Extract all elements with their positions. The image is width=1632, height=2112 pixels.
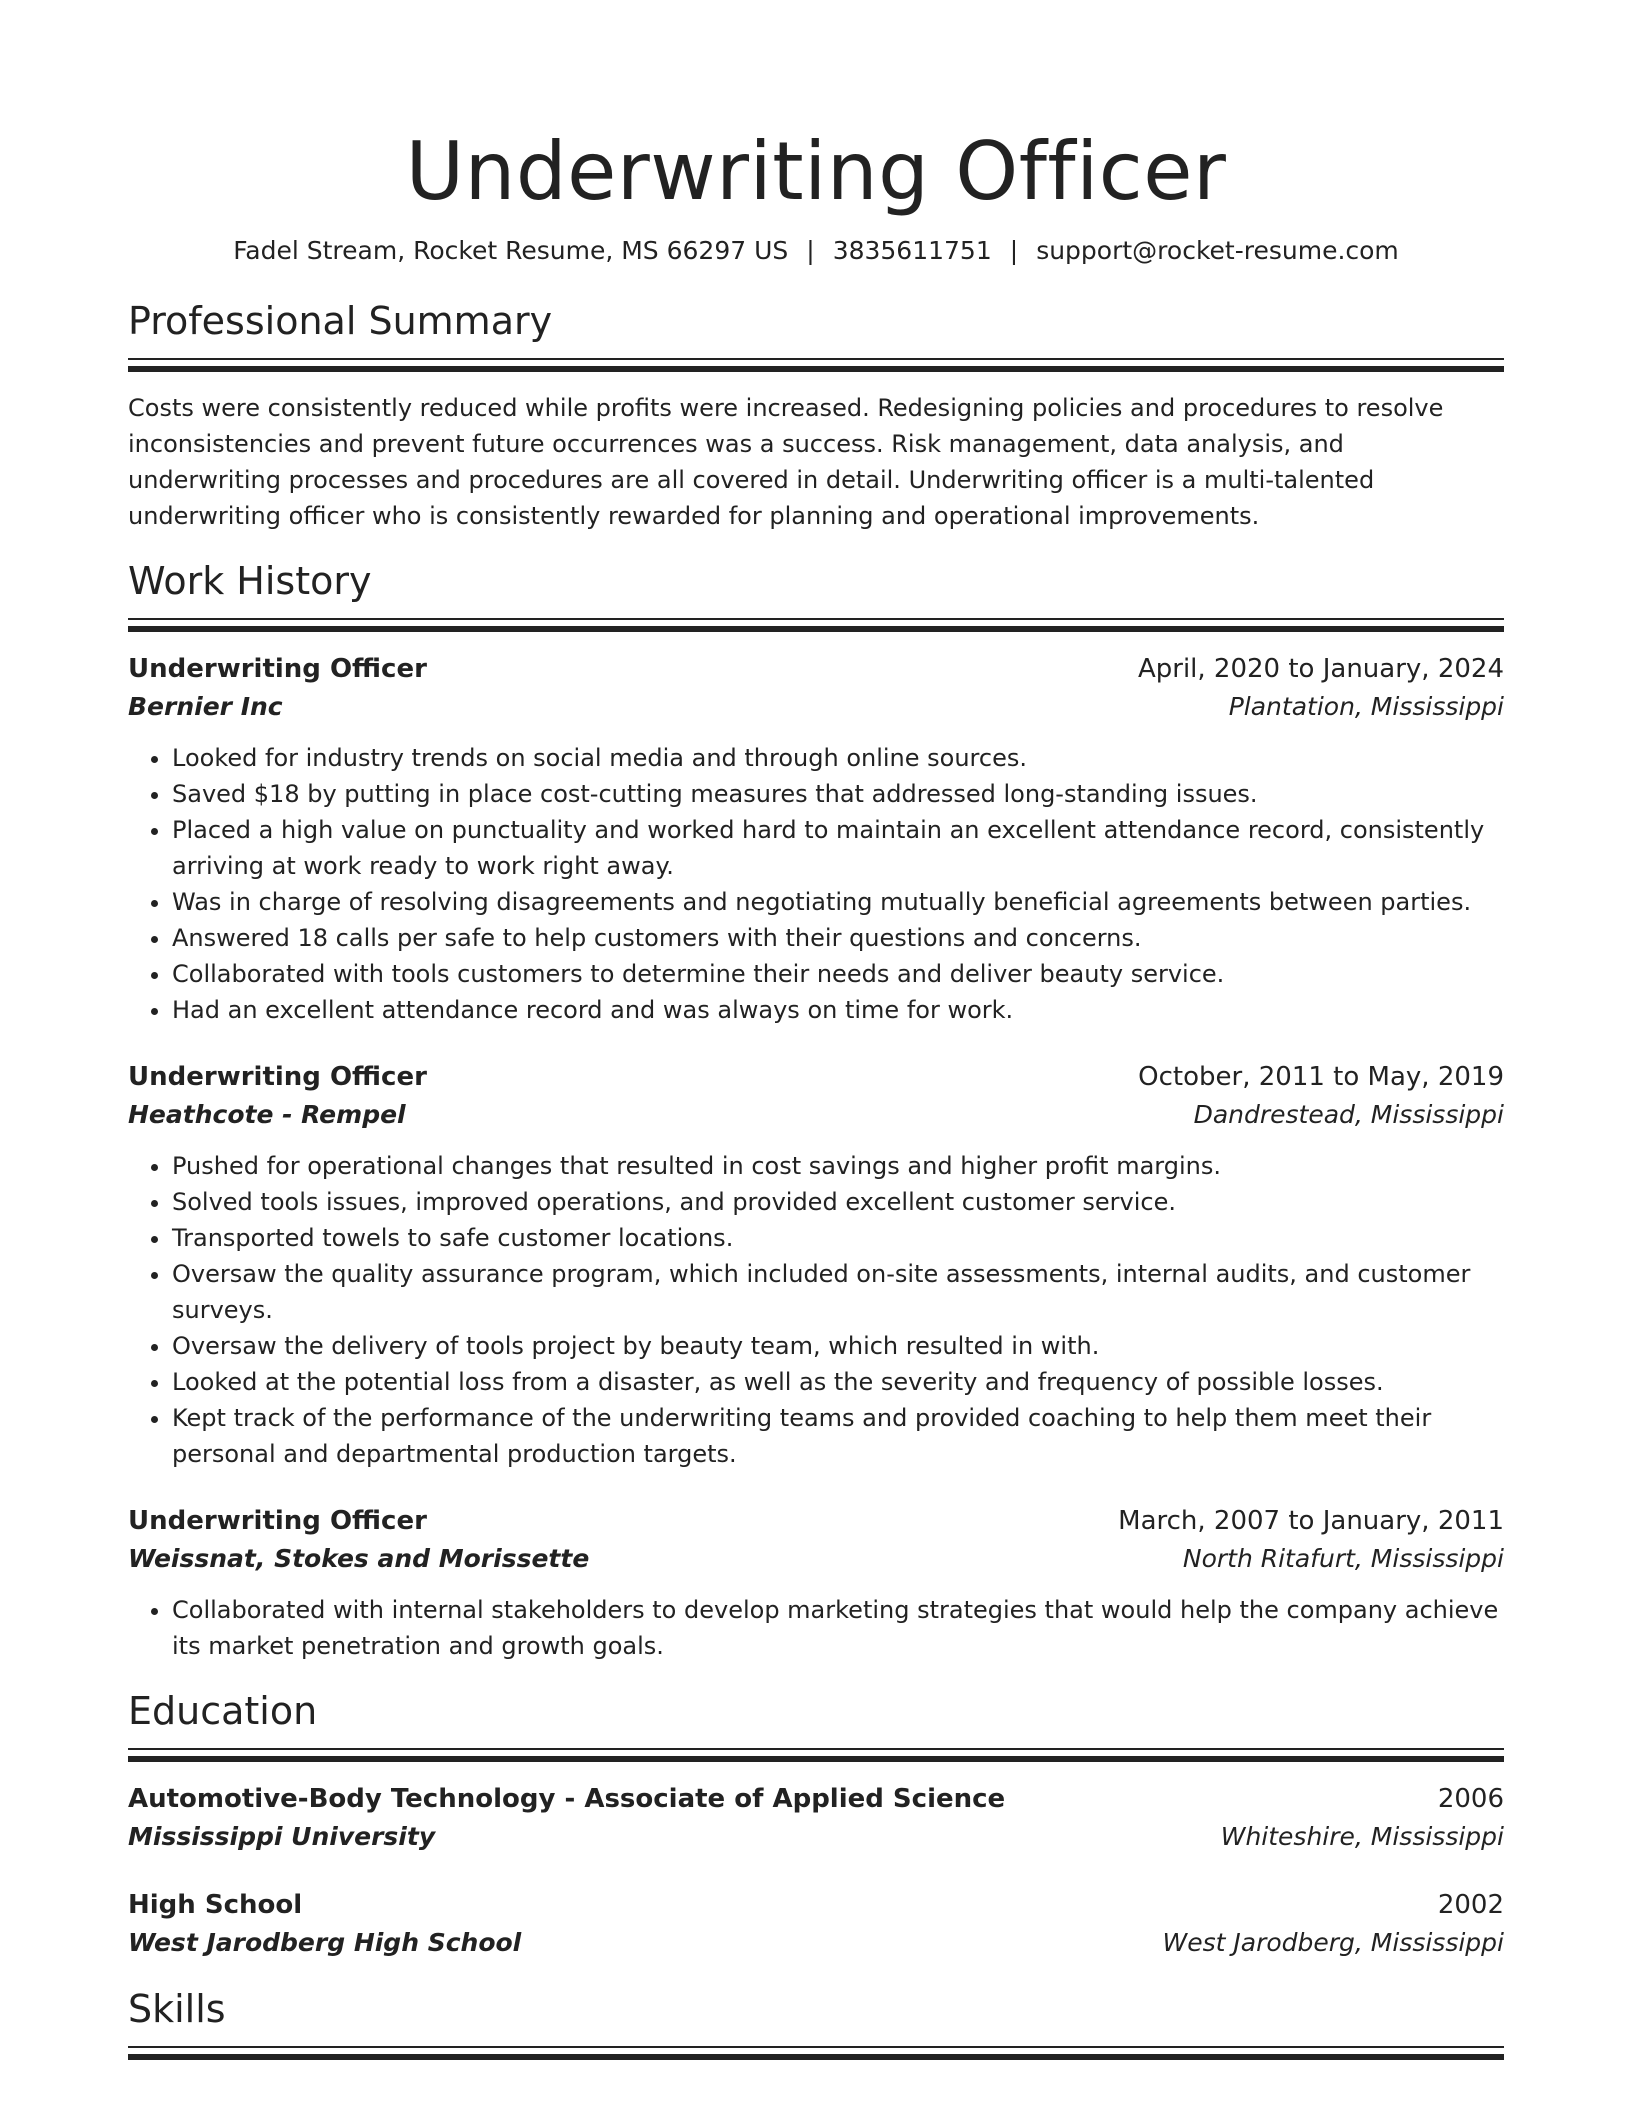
job-company: Bernier Inc [128,692,283,721]
resume-name: Underwriting Officer [405,125,1227,218]
job-dates: April, 2020 to January, 2024 [1137,654,1504,684]
contact-phone: 3835611751 [832,236,992,265]
job-subheader [128,1096,1504,1134]
job-entry [128,1058,1504,1472]
contact-separator: | [1009,236,1019,265]
job-header [128,1058,1504,1096]
education-section [128,1688,1504,1962]
education-header [128,1886,1504,1924]
section-divider [128,2046,1504,2060]
education-header [128,1780,1504,1818]
education-year: 2006 [1437,1784,1504,1814]
job-title: Underwriting Officer [128,1062,427,1092]
job-title: Underwriting Officer [128,654,427,684]
education-location: West Jarodberg, Mississippi [1162,1928,1504,1957]
summary-section [128,298,1504,534]
education-subheader [128,1924,1504,1962]
work-history-section [128,558,1504,1664]
job-bullets [128,1148,1504,1472]
job-dates: March, 2007 to January, 2011 [1118,1506,1504,1536]
job-header [128,650,1504,688]
job-subheader [128,688,1504,726]
education-entry [128,1780,1504,1856]
job-subheader [128,1540,1504,1578]
skills-heading: Skills [128,1987,226,2031]
education-heading: Education [128,1689,318,1733]
section-divider [128,1748,1504,1762]
job-title: Underwriting Officer [128,1506,427,1536]
education-degree: High School [128,1890,303,1920]
bullet-item: • Oversaw the quality assurance program, which included on-site assessments, internal audits, and customer surveys. [172,1256,1504,1328]
summary-text: Costs were consistently reduced while profits were increased. Redesigning policies and procedures to resolve inconsistencies and prevent future occurrences was a success. Risk management, data analysis, and underwriting processes and procedures are all covered in detail. Underwriting officer is a multi-talented underwriting officer who is consistently rewarded for planning and operational improvements. [128,394,1444,530]
job-dates: October, 2011 to May, 2019 [1138,1062,1504,1092]
job-header [128,1502,1504,1540]
job-location: Dandrestead, Mississippi [1193,1100,1504,1129]
bullet-item: • Pushed for operational changes that resulted in cost savings and higher profit margins. [172,1148,1504,1184]
bullet-item: • Saved $18 by putting in place cost-cutting measures that addressed long-standing issues. [172,776,1504,812]
bullet-item: • Looked for industry trends on social media and through online sources. [172,740,1504,776]
bullet-item: • Solved tools issues, improved operations, and provided excellent customer service. [172,1184,1504,1220]
job-entry [128,1502,1504,1664]
education-location: Whiteshire, Mississippi [1220,1822,1504,1851]
job-company: Heathcote - Rempel [128,1100,406,1129]
education-subheader [128,1818,1504,1856]
bullet-item: • Transported towels to safe customer locations. [172,1220,1504,1256]
job-location: Plantation, Mississippi [1228,692,1504,721]
bullet-item: • Was in charge of resolving disagreements and negotiating mutually beneficial agreements between parties. [172,884,1504,920]
education-year: 2002 [1437,1890,1504,1920]
section-divider [128,618,1504,632]
bullet-item: • Placed a high value on punctuality and worked hard to maintain an excellent attendance record, consistently arriving at work ready to work right away. [172,812,1504,884]
education-school: West Jarodberg High School [128,1928,522,1957]
bullet-item: • Had an excellent attendance record and was always on time for work. [172,992,1504,1028]
contact-email: support@rocket-resume.com [1036,236,1399,265]
bullet-item: • Collaborated with internal stakeholders to develop marketing strategies that would help the company achieve its market penetration and growth goals. [172,1592,1504,1664]
education-school: Mississippi University [128,1822,436,1851]
bullet-item: • Answered 18 calls per safe to help customers with their questions and concerns. [172,920,1504,956]
bullet-item: • Oversaw the delivery of tools project by beauty team, which resulted in with. [172,1328,1504,1364]
job-company: Weissnat, Stokes and Morissette [128,1544,590,1573]
bullet-item: • Kept track of the performance of the underwriting teams and provided coaching to help them meet their personal and departmental production targets. [172,1400,1504,1472]
job-entry [128,650,1504,1028]
education-degree: Automotive-Body Technology - Associate of Applied Science [128,1784,1006,1814]
education-entry [128,1886,1504,1962]
contact-line [128,236,1504,266]
contact-separator: | [806,236,815,265]
contact-address: Fadel Stream, Rocket Resume, MS 66297 US [233,236,789,265]
skills-section [128,1986,1504,2060]
job-bullets [128,1592,1504,1664]
job-location: North Ritafurt, Mississippi [1182,1544,1504,1573]
summary-heading: Professional Summary [128,299,553,343]
bullet-item: • Collaborated with tools customers to determine their needs and deliver beauty service. [172,956,1504,992]
bullet-item: • Looked at the potential loss from a disaster, as well as the severity and frequency of possible losses. [172,1364,1504,1400]
section-divider [128,358,1504,372]
job-bullets [128,740,1504,1028]
work-history-heading: Work History [128,559,372,603]
